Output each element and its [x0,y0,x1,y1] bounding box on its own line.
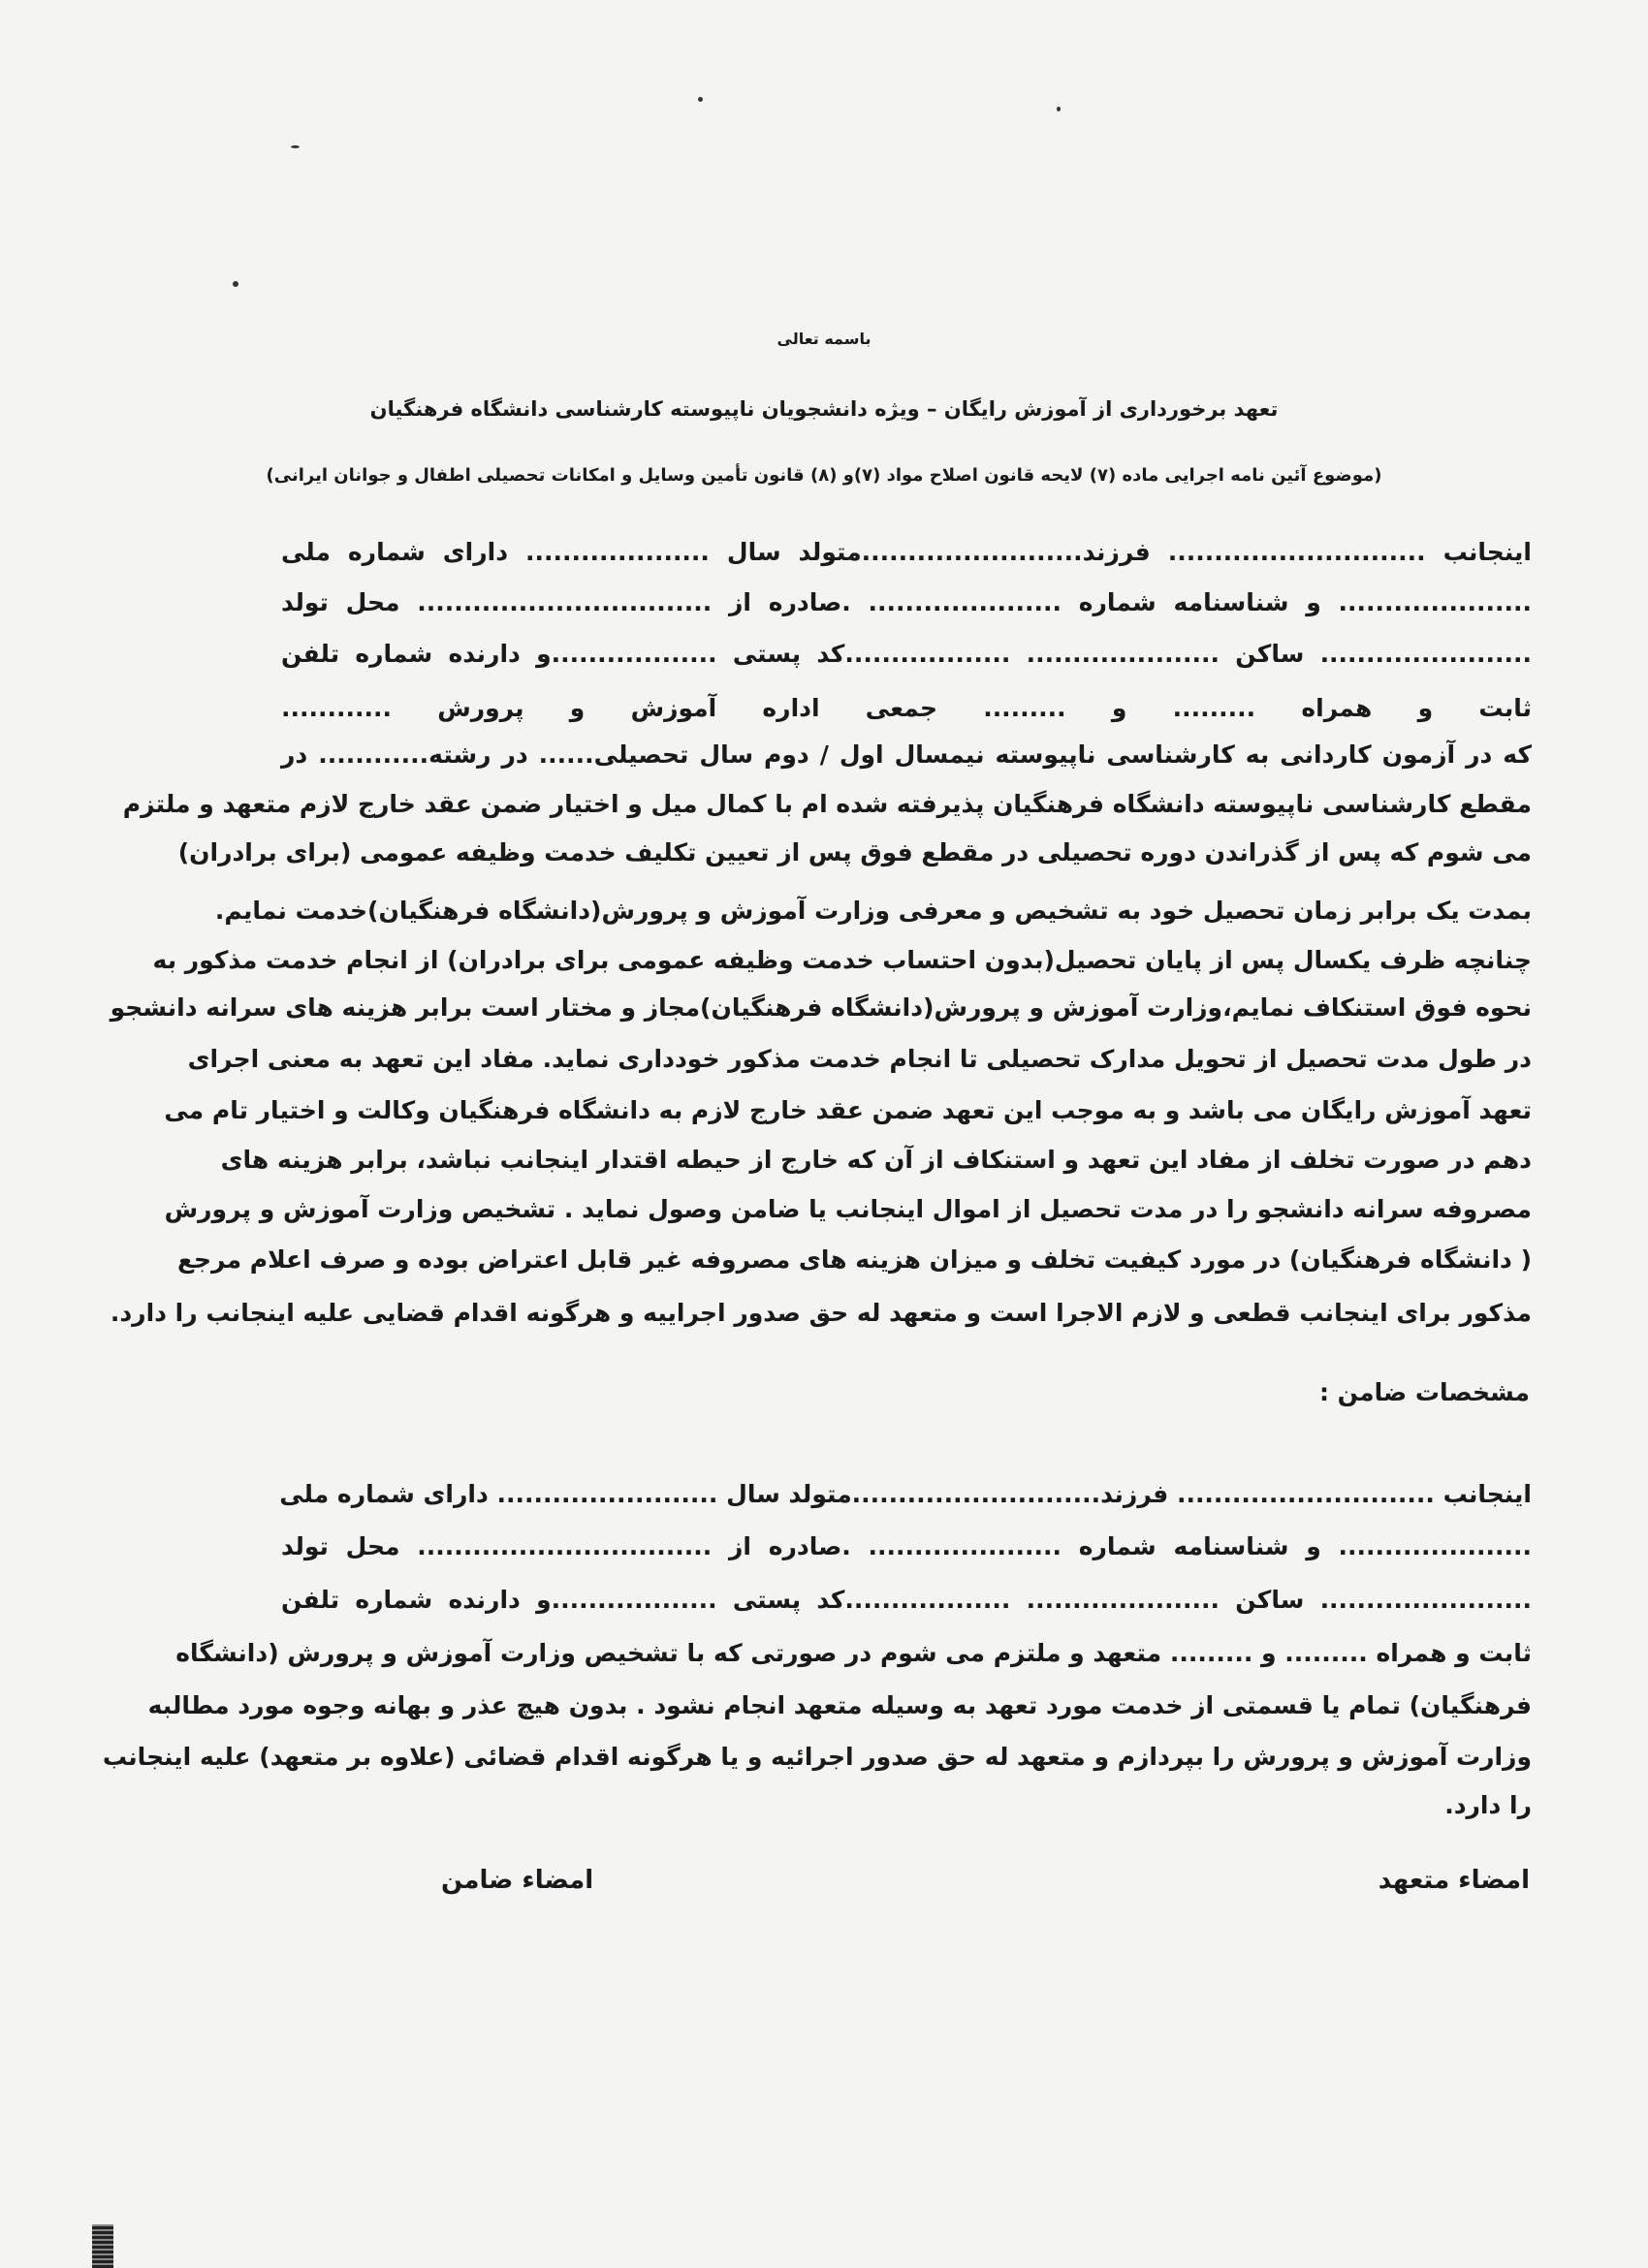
form-line: ..................... و شناسنامه شماره ..................... .صادره از ................................ محل تولد [281,588,1532,616]
paragraph-line: ( دانشگاه فرهنگیان) در مورد کیفیت تخلف و میزان هزینه های مصروفه غیر قابل اعتراض بوده و صرف اعلام مرجع [176,1245,1532,1274]
scan-speck [1057,107,1061,111]
form-line: ثابت و همراه ......... و ......... جمعی اداره آموزش و پرورش ............ [281,694,1532,722]
paragraph-line: مقطع کارشناسی ناپیوسته دانشگاه فرهنگیان پذیرفته شده ام با کمال میل و اختیار ضمن عقد خارج لازم متعهد و ملتزم [122,790,1532,818]
guarantor-section-title: مشخصات ضامن : [1318,1378,1530,1406]
paragraph-line: می شوم که پس از گذراندن دوره تحصیلی در مقطع فوق پس از تعیین تکلیف خدمت وظیفه عمومی (برای برادران) [177,838,1532,866]
scan-speck [233,281,238,287]
paragraph-line: که در آزمون کاردانی به کارشناسی ناپیوسته نیمسال اول / دوم سال تحصیلی...... در رشته............ در [281,740,1532,769]
paragraph-line: چنانچه ظرف یکسال پس از پایان تحصیل(بدون احتساب خدمت وظیفه عمومی برای برادران) از انجام خدمت مذکور به [152,946,1532,974]
form-line: ....................... ساکن ..................... ..................کد پستی ..................و دارنده شماره تلفن [281,640,1532,668]
form-line: اینجانب ............................ فرزند...........................متولد سال ........................ دارای شماره ملی [279,1480,1532,1508]
invocation-heading: باسمه تعالی [776,330,872,348]
paragraph-line: مذکور برای اینجانب قطعی و لازم الاجرا است و متعهد له حق صدور اجراییه و هرگونه اقدام قضایی علیه اینجانب را دارد. [110,1299,1532,1327]
form-line: اینجانب ............................ فرزند........................متولد سال .................... دارای شماره ملی [281,538,1532,566]
scan-speck [291,145,300,148]
paragraph-line: نحوه فوق استنکاف نمایم،وزارت آموزش و پرورش(دانشگاه فرهنگیان)مجاز و مختار است برابر هزینه های سرانه دانشجو [110,993,1532,1022]
paragraph-line: مصروفه سرانه دانشجو را در مدت تحصیل از اموال اینجانب یا ضامن وصول نماید . تشخیص وزارت آموزش و پرورش [164,1195,1532,1223]
scan-speck [698,97,703,102]
paragraph-line: بمدت یک برابر زمان تحصیل خود به تشخیص و معرفی وزارت آموزش و پرورش(دانشگاه فرهنگیان)خدمت نمایم. [214,897,1532,925]
document-title: تعهد برخورداری از آموزش رایگان – ویژه دانشجویان ناپیوسته کارشناسی دانشگاه فرهنگیان [369,397,1279,421]
form-line: فرهنگیان) تمام یا قسمتی از خدمت مورد تعهد به وسیله متعهد انجام نشود . بدون هیچ عذر و بهانه وجوه مورد مطالبه [147,1691,1532,1719]
paragraph-line: در طول مدت تحصیل از تحویل مدارک تحصیلی تا انجام خدمت مذکور خودداری نماید. مفاد این تعهد به معنی اجرای [187,1045,1532,1073]
form-line: را دارد. [1444,1791,1532,1819]
paragraph-line: تعهد آموزش رایگان می باشد و به موجب این تعهد ضمن عقد خارج لازم به دانشگاه فرهنگیان وکالت و اختیار تام می [164,1096,1532,1124]
guarantor-signature-label: امضاء ضامن [441,1866,594,1895]
form-line: وزارت آموزش و پرورش را بپردازم و متعهد له حق صدور اجرائیه و یا هرگونه اقدام قضائی (علاوه بر متعهد) علیه اینجانب [102,1743,1532,1771]
document-subtitle: (موضوع آئین نامه اجرایی ماده (۷) لایحه قانون اصلاح مواد (۷)و (۸) قانون تأمین وسایل و امکانات تحصیلی اطفال و جوانان ایرانی) [266,465,1382,486]
form-line: ..................... و شناسنامه شماره ..................... .صادره از ................................ محل تولد [281,1532,1532,1560]
scan-edge-mark [92,2224,113,2268]
paragraph-line: دهم در صورت تخلف از مفاد این تعهد و استنکاف از آن که خارج از حیطه اقتدار اینجانب نباشد، برابر هزینه های [220,1146,1532,1174]
form-line: ....................... ساکن ..................... ..................کد پستی ..................و دارنده شماره تلفن [281,1586,1532,1614]
obligor-signature-label: امضاء متعهد [1378,1866,1530,1895]
form-line: ثابت و همراه ......... و ......... متعهد و ملتزم می شوم در صورتی که با تشخیص وزارت آموزش و پرورش (دانشگاه [175,1639,1532,1667]
